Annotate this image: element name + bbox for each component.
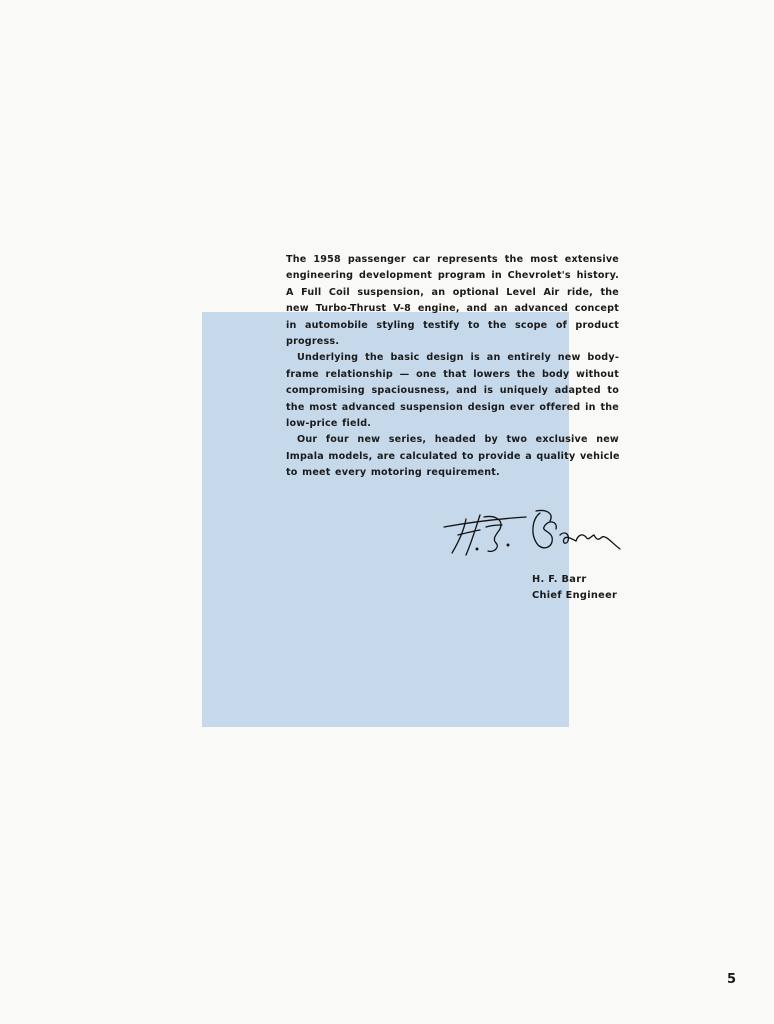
text-line: compromising spaciousness, and is uniquely adapted to [286, 385, 619, 397]
handwritten-signature [436, 505, 624, 560]
text-line: engineering development program in Chevrolet's history. [286, 270, 619, 282]
signer-block [532, 572, 617, 603]
text-line: progress. [286, 336, 340, 348]
text-line: low-price field. [286, 418, 372, 430]
text-line: Our four new series, headed by two exclusive new [297, 434, 619, 446]
text-line: frame relationship — one that lowers the body without [286, 368, 619, 380]
text-line: A Full Coil suspension, an optional Level Air ride, the [286, 286, 619, 298]
intro-text [286, 252, 619, 482]
text-line: Impala models, are calculated to provide a quality vehicle [286, 450, 620, 462]
text-line: The 1958 passenger car represents the most extensive [286, 254, 619, 265]
signer-title: Chief Engineer [532, 589, 618, 601]
text-line: Underlying the basic design is an entirely new body- [297, 352, 619, 364]
text-line: in automobile styling testify to the scope of product [286, 319, 619, 331]
text-line: the most advanced suspension design ever offered in the [286, 401, 619, 413]
signer-name: H. F. Barr [532, 574, 587, 585]
text-line: new Turbo-Thrust V-8 engine, and an advanced concept [286, 303, 619, 315]
page-number: 5 [727, 972, 737, 987]
text-line: to meet every motoring requirement. [286, 467, 500, 479]
